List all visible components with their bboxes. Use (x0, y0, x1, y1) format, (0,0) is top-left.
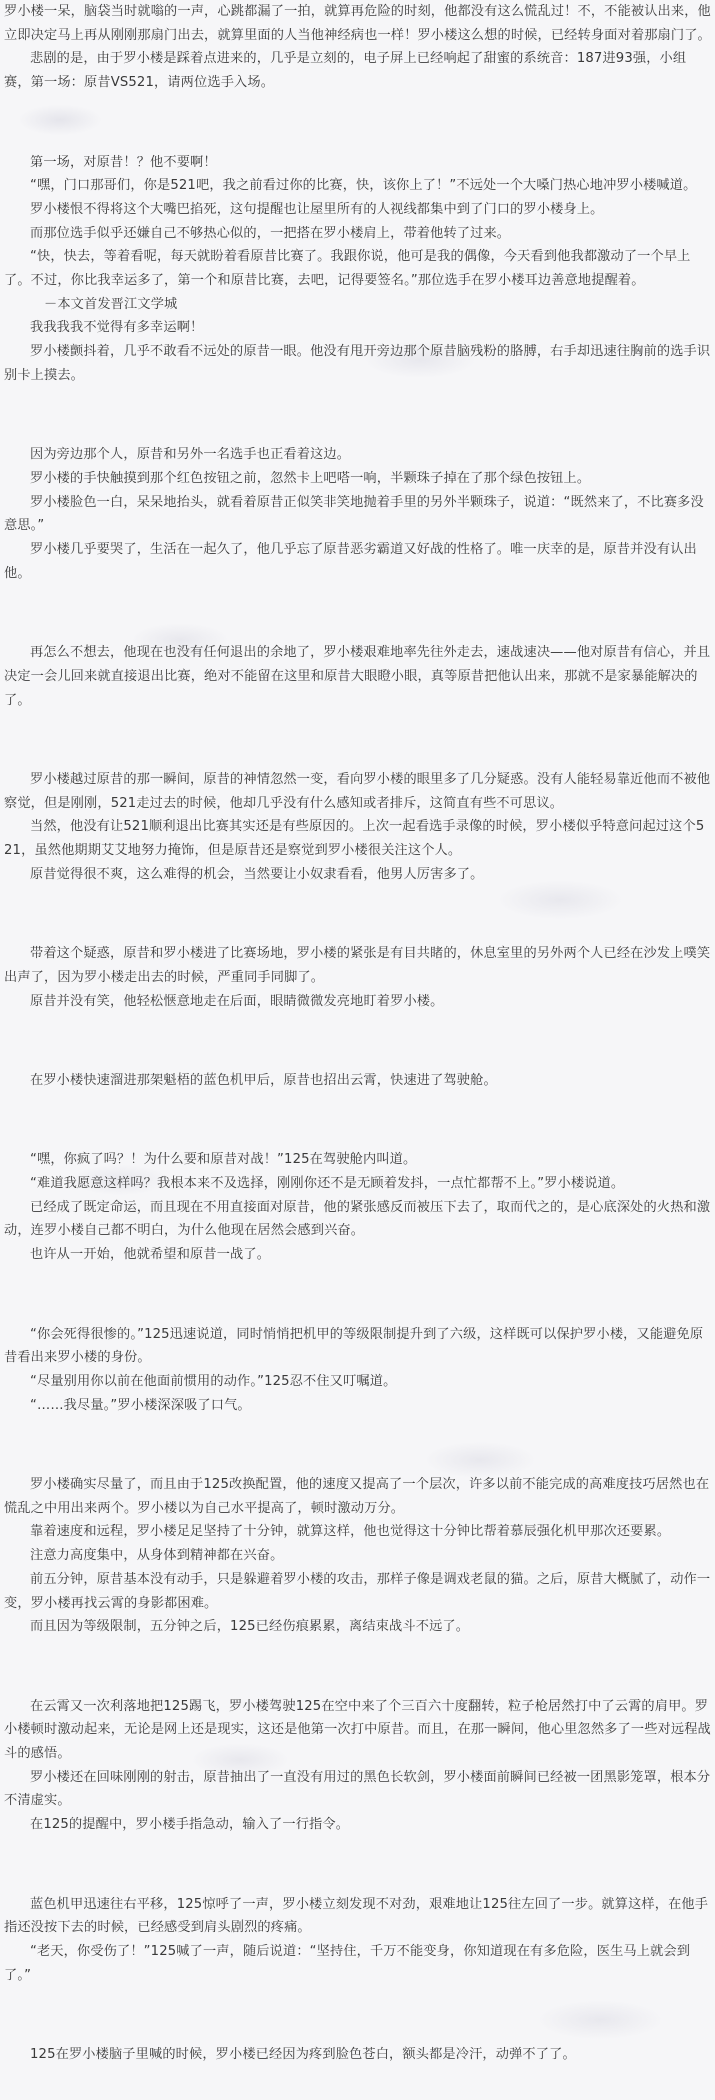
paragraph: “快，快去，等着看呢，每天就盼着看原昔比赛了。我跟你说，他可是我的偶像，今天看到他我都激动了一个早上了。不过，你比我幸运多了，第一个和原昔比赛，去吧，记得要签名。”那位选手在罗小楼耳边善意地提醒着。 (4, 249, 691, 289)
paragraph: 靠着速度和远程，罗小楼足足坚持了十分钟，就算这样，他也觉得这十分钟比帮着慕辰强化机甲那次还要累。 (30, 1524, 671, 1540)
paragraph: 在云霄又一次利落地把125踢飞，罗小楼驾驶125在空中来了个三百六十度翻转，粒子枪居然打中了云霄的肩甲。罗小楼顿时激动起来，无论是网上还是现实，这还是他第一次打中原昔。而且，在那一瞬间，他心里忽然多了一些对远程战斗的感悟。 (4, 1698, 711, 1762)
paragraph: “尽量别用你以前在他面前惯用的动作。”125忍不住又叮嘱道。 (30, 1373, 397, 1389)
paragraph-spacer (4, 1283, 711, 1307)
paragraph: 原昔觉得很不爽，这么难得的机会，当然要让小奴隶看看，他男人厉害多了。 (30, 866, 484, 882)
paragraph-spacer (4, 2003, 711, 2027)
paragraph: “嘿，你疯了吗？！为什么要和原昔对战！”125在驾驶舱内叫道。 (30, 1152, 417, 1168)
paragraph-spacer (4, 1853, 711, 1877)
paragraph: “……我尽量。”罗小楼深深吸了口气。 (30, 1397, 251, 1413)
paragraph: 125在罗小楼脑子里喊的时候，罗小楼已经因为疼到脸色苍白，额头都是冷汗，动弹不了了。 (30, 2047, 576, 2063)
paragraph: 前五分钟，原昔基本没有动手，只是躲避着罗小楼的攻击，那样子像是调戏老鼠的猫。之后，原昔大概腻了，动作一变，罗小楼再找云霄的身影都困难。 (4, 1571, 711, 1611)
paragraph: “老天，你受伤了！”125喊了一声，随后说道：“坚持住，千万不能变身，你知道现在有多危险，医生马上就会到了。” (4, 1943, 691, 1983)
paragraph-spacer (4, 111, 711, 135)
paragraph: “难道我愿意这样吗？我根本来不及选择，刚刚你还不是无顾着发抖，一点忙都帮不上。”罗小楼说道。 (30, 1176, 625, 1192)
paragraph-spacer (4, 404, 711, 428)
paragraph: 悲剧的是，由于罗小楼是踩着点进来的，几乎是立刻的，电子屏上已经响起了甜蜜的系统音：187进93强，小组赛，第一场：原昔VS521，请两位选手入场。 (4, 51, 687, 91)
paragraph: 而且因为等级限制，五分钟之后，125已经伤痕累累，离结束战斗不远了。 (30, 1619, 470, 1635)
paragraph-spacer (4, 1109, 711, 1133)
paragraph: 注意力高度集中，从身体到精神都在兴奋。 (30, 1548, 284, 1564)
paragraph: 已经成了既定命运，而且现在不用直接面对原昔，他的紧张感反而被压下去了，取而代之的，是心底深处的火热和激动，连罗小楼自己都不明白，为什么他现在居然会感到兴奋。 (4, 1199, 711, 1239)
paragraph: 罗小楼的手快触摸到那个红色按钮之前，忽然卡上吧嗒一响，半颗珠子掉在了那个绿色按钮上。 (30, 470, 591, 486)
paragraph-spacer (4, 1433, 711, 1457)
source-note: －本文首发晋江文学城 (44, 296, 178, 312)
paragraph: 当然，他没有让521顺利退出比赛其实还是有些原因的。上次一起看选手录像的时候，罗小楼似乎特意问起过这个521，虽然他期期艾艾地努力掩饰，但是原昔还是察觉到罗小楼很关注这个人。 (4, 819, 705, 859)
paragraph: 罗小楼颤抖着，几乎不敢看不远处的原昔一眼。他没有甩开旁边那个原昔脑残粉的胳膊，右手却迅速往胸前的选手识别卡上摸去。 (4, 344, 711, 383)
paragraph: 第一场，对原昔！？他不要啊！ (30, 154, 217, 170)
paragraph: 蓝色机甲迅速往右平移，125惊呼了一声，罗小楼立刻发现不对劲，艰难地让125往左回了一步。就算这样，在他手指还没按下去的时候，已经感受到肩头剧烈的疼痛。 (4, 1896, 709, 1936)
paragraph: 而那位选手似乎还嫌自己不够热心似的，一把搭在罗小楼肩上，带着他转了过来。 (30, 225, 511, 241)
paragraph: 罗小楼确实尽量了，而且由于125改换配置，他的速度又提高了一个层次，许多以前不能完成的高难度技巧居然也在慌乱之中用出来两个。罗小楼以为自己水平提高了，顿时激动万分。 (4, 1477, 710, 1516)
paragraph: 也许从一开始，他就希望和原昔一战了。 (30, 1247, 271, 1263)
paragraph: “嘿，门口那哥们，你是521吧，我之前看过你的比赛，快，该你上了！”不远处一个大嗓门热心地冲罗小楼喊道。 (30, 178, 697, 194)
paragraph-spacer (4, 902, 711, 926)
paragraph: 因为旁边那个人，原昔和另外一名选手也正看着这边。 (30, 447, 351, 463)
paragraph-spacer (4, 601, 711, 625)
paragraph: 再怎么不想去，他现在也没有任何退出的余地了，罗小楼艰难地率先往外走去，速战速决——他对原昔有信心，并且决定一会儿回来就直接退出比赛，绝对不能留在这里和原昔大眼瞪小眼，真等原昔把他认出来，那就不是家暴能解决的了。 (4, 645, 711, 708)
paragraph: 我我我我不觉得有多幸运啊！ (30, 320, 204, 336)
paragraph: 罗小楼脸色一白，呆呆地抬头，就看着原昔正似笑非笑地抛着手里的另外半颗珠子，说道：“既然来了，不比赛多没意思。” (4, 494, 704, 534)
paragraph: 罗小楼一呆，脑袋当时就嗡的一声，心跳都漏了一拍，就算再危险的时刻，他都没有这么慌乱过！不，不能被认出来，他立即决定马上再从刚刚那扇门出去，就算里面的人当他神经病也一样！罗小楼这么想的时候，已经转身面对着那扇门了。 (4, 4, 711, 43)
paragraph: 罗小楼几乎要哭了，生活在一起久了，他几乎忘了原昔恶劣霸道又好战的性格了。唯一庆幸的是，原昔并没有认出他。 (4, 542, 697, 581)
paragraph: 带着这个疑惑，原昔和罗小楼进了比赛场地，罗小楼的紧张是有目共睹的，休息室里的另外两个人已经在沙发上噗笑出声了，因为罗小楼走出去的时候，严重同手同脚了。 (4, 946, 711, 985)
paragraph-spacer (4, 1655, 711, 1679)
paragraph: 罗小楼越过原昔的那一瞬间，原昔的神情忽然一变，看向罗小楼的眼里多了几分疑惑。没有人能轻易靠近他而不被他察觉，但是刚刚，521走过去的时候，他却几乎没有什么感知或者排斥，这简直有些不可思议。 (4, 771, 711, 811)
paragraph: 在罗小楼快速溜进那架魁梧的蓝色机甲后，原昔也招出云霄，快速进了驾驶舱。 (30, 1072, 497, 1088)
paragraph-spacer (4, 1029, 711, 1053)
paragraph: 原昔并没有笑，他轻松惬意地走在后面，眼睛微微发亮地盯着罗小楼。 (30, 993, 444, 1009)
paragraph-spacer (4, 728, 711, 752)
paragraph: 在125的提醒中，罗小楼手指急动，输入了一行指令。 (30, 1817, 350, 1833)
paragraph: “你会死得很惨的。”125迅速说道，同时悄悄把机甲的等级限制提升到了六级，这样既可以保护罗小楼，又能避免原昔看出来罗小楼的身份。 (4, 1326, 704, 1366)
paragraph: 罗小楼恨不得将这个大嘴巴掐死，这句提醒也让屋里所有的人视线都集中到了门口的罗小楼身上。 (30, 201, 604, 217)
paragraph: 罗小楼还在回味刚刚的射击，原昔抽出了一直没有用过的黑色长软剑，罗小楼面前瞬间已经被一团黑影笼罩，根本分不清虚实。 (4, 1769, 711, 1809)
